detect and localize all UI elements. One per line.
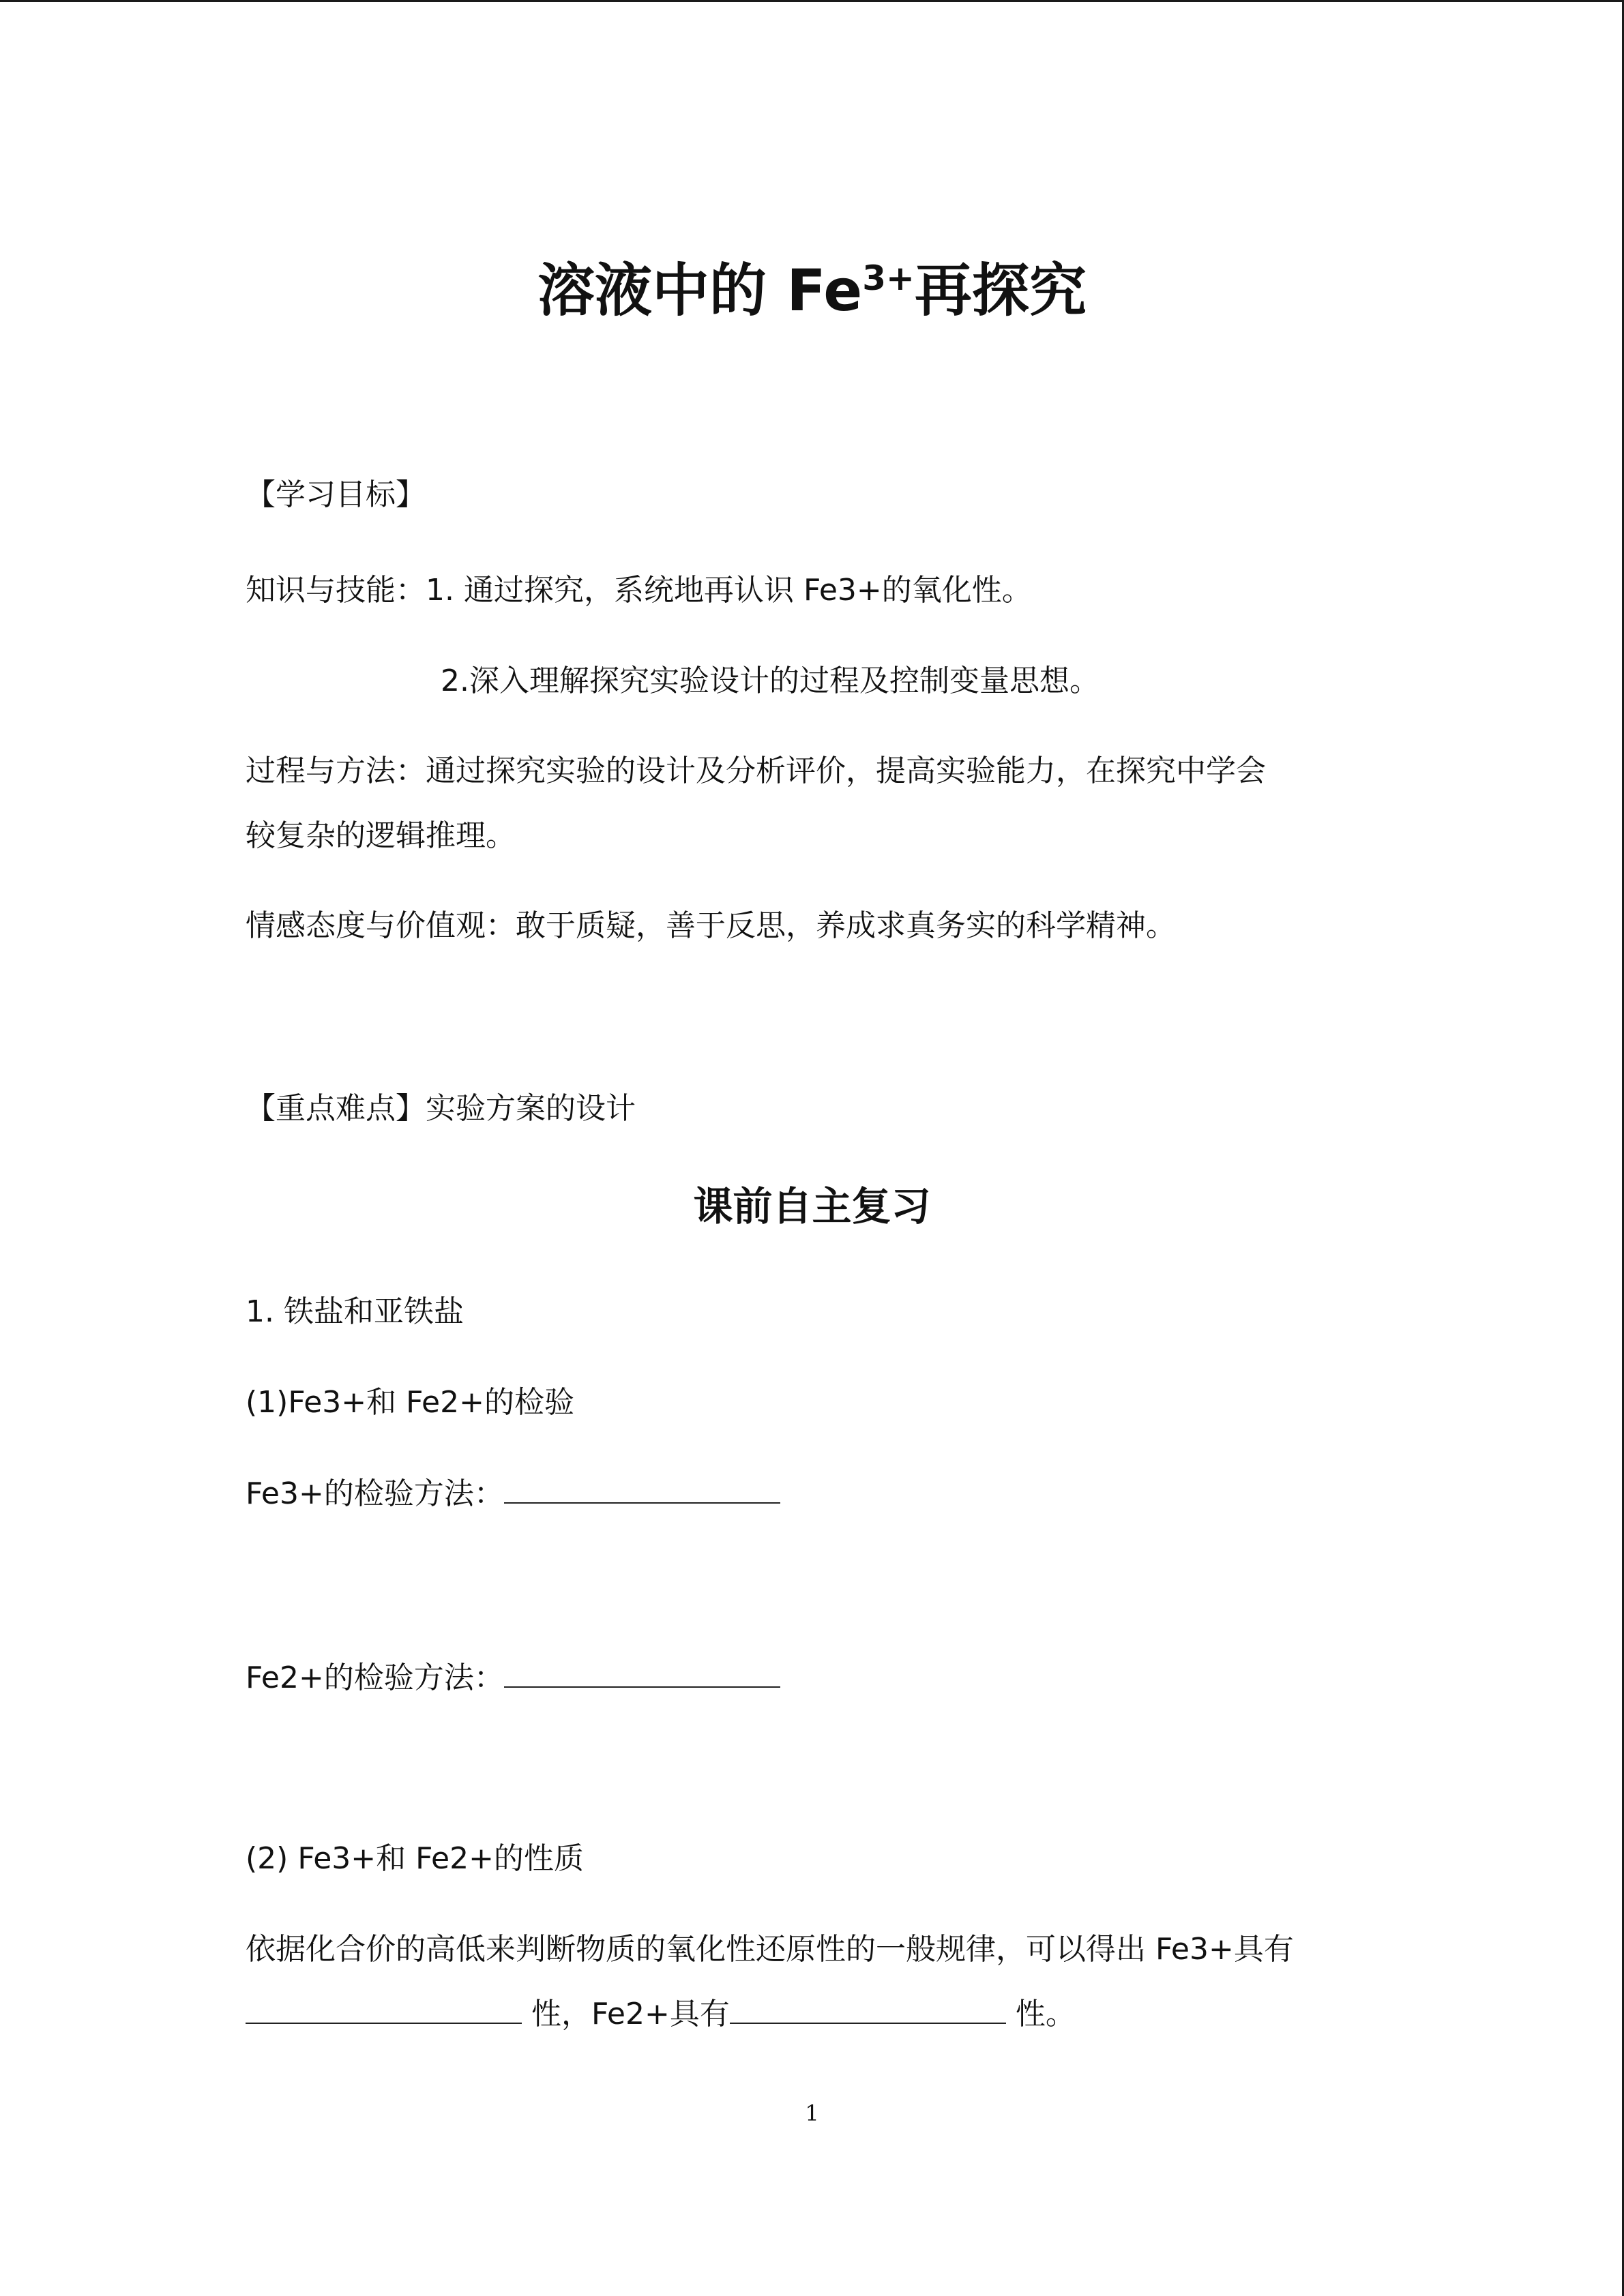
key-points-line: 【重点难点】实验方案的设计	[246, 1091, 636, 1126]
emotion-line: 情感态度与价值观：敢于质疑，善于反思，养成求真务实的科学精神。	[246, 908, 1176, 943]
objectives-heading: 【学习目标】	[246, 477, 426, 512]
knowledge-line-1	[246, 573, 1032, 609]
knowledge-item-2: 2.深入理解探究实验设计的过程及控制变量思想。	[441, 664, 1099, 698]
item-1: 1. 铁盐和亚铁盐	[246, 1294, 464, 1329]
property-line-2	[246, 1997, 1076, 2033]
fe3-test-blank[interactable]	[504, 1476, 780, 1504]
process-line-1: 过程与方法：通过探究实验的设计及分析评价，提高实验能力，在探究中学会	[246, 754, 1266, 788]
fe2-test-line	[246, 1660, 780, 1697]
fe3-test-line	[246, 1476, 780, 1512]
sub-item-1: (1)Fe3+和 Fe2+的检验	[246, 1385, 574, 1420]
process-line-2: 较复杂的逻辑推理。	[246, 818, 516, 853]
page-title	[0, 256, 1624, 325]
fe2-test-label: Fe2+的检验方法：	[246, 1660, 504, 1695]
title-tail: 再探究	[914, 257, 1087, 324]
title-main: 溶液中的 Fe	[537, 257, 863, 324]
title-superscript: 3+	[862, 258, 915, 298]
fe2-test-blank[interactable]	[504, 1660, 780, 1688]
section-title: 课前自主复习	[693, 1183, 931, 1229]
property-end-text: 性。	[1005, 1997, 1076, 2031]
fe2-property-blank[interactable]	[730, 1997, 1006, 2024]
property-mid-text: 性，Fe2+具有	[522, 1997, 730, 2031]
knowledge-label: 知识与技能：	[246, 573, 426, 608]
knowledge-item-1: 1. 通过探究，系统地再认识 Fe3+的氧化性。	[426, 573, 1032, 608]
fe3-property-blank[interactable]	[246, 1997, 522, 2024]
property-line-1: 依据化合价的高低来判断物质的氧化性还原性的一般规律，可以得出 Fe3+具有	[246, 1932, 1294, 1967]
page-number: 1	[805, 2100, 819, 2126]
sub-item-2: (2) Fe3+和 Fe2+的性质	[246, 1841, 584, 1876]
fe3-test-label: Fe3+的检验方法：	[246, 1476, 504, 1511]
